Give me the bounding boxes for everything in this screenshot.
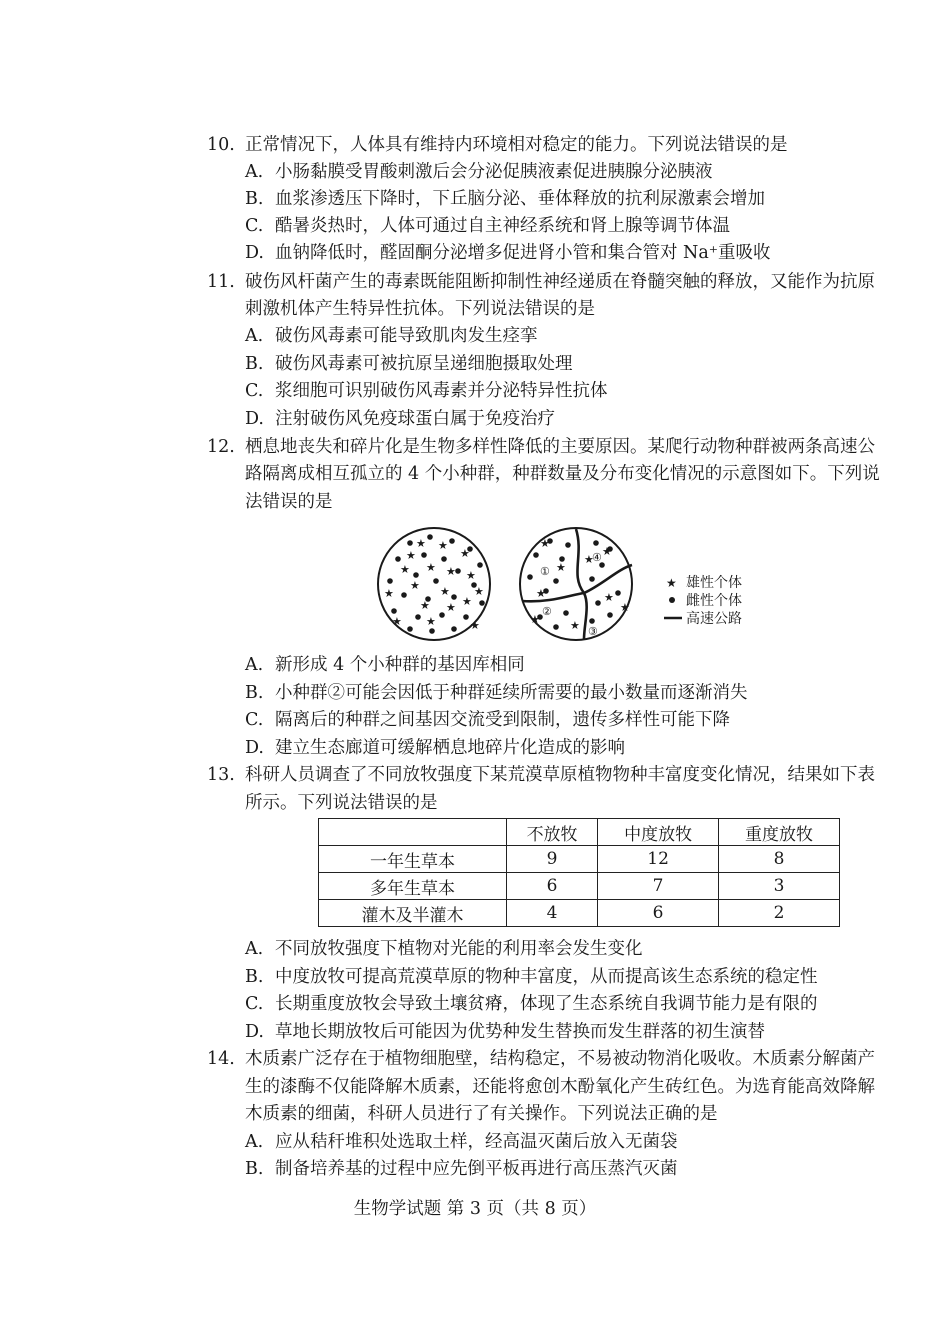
option-c: C. 隔离后的种群之间基因交流受到限制，遗传多样性可能下降 [245, 710, 730, 730]
option-a: A. 新形成 4 个小种群的基因库相同 [245, 655, 525, 675]
table-cell: 8 [719, 846, 840, 873]
option-a: A. 破伤风毒素可能导致肌肉发生痉挛 [245, 326, 538, 346]
table-cell: 7 [598, 873, 719, 900]
svg-text:★: ★ [446, 565, 456, 578]
question-number: 12. [207, 437, 235, 457]
table-cell: 6 [598, 900, 719, 927]
svg-text:★: ★ [474, 585, 484, 598]
svg-text:★: ★ [416, 537, 426, 550]
table-row [319, 900, 840, 927]
svg-text:★: ★ [426, 561, 436, 574]
svg-text:★: ★ [420, 599, 430, 612]
table-header: 中度放牧 [598, 819, 719, 846]
question-stem: 刺激机体产生特异性抗体。下列说法错误的是 [245, 299, 595, 319]
option-c: C. 长期重度放牧会导致土壤贫瘠，体现了生态系统自我调节能力是有限的 [245, 994, 818, 1014]
legend-dot-symbol [669, 597, 675, 603]
table-cell: 多年生草本 [319, 873, 507, 900]
svg-text:★: ★ [470, 619, 480, 632]
option-d: D. 草地长期放牧后可能因为优势种发生替换而发生群落的初生演替 [245, 1022, 765, 1042]
region-label-1: ① [540, 565, 550, 578]
table-header [319, 819, 507, 846]
table-cell: 2 [719, 900, 840, 927]
table-row [319, 873, 840, 900]
legend-road-label: 高速公路 [686, 611, 742, 627]
table-cell: 12 [598, 846, 719, 873]
svg-text:★: ★ [570, 619, 580, 632]
table-row [319, 846, 840, 873]
question-stem: 正常情况下，人体具有维持内环境相对稳定的能力。下列说法错误的是 [245, 135, 788, 155]
svg-text:★: ★ [540, 537, 550, 550]
question-number: 11. [207, 272, 235, 292]
option-a: A. 小肠黏膜受胃酸刺激后会分泌促胰液素促进胰腺分泌胰液 [245, 162, 713, 182]
table-cell: 一年生草本 [319, 846, 507, 873]
question-stem: 所示。下列说法错误的是 [245, 793, 438, 813]
figure-legend [664, 574, 742, 627]
option-d: D. 注射破伤风免疫球蛋白属于免疫治疗 [245, 409, 555, 429]
question-stem: 科研人员调查了不同放牧强度下某荒漠草原植物物种丰富度变化情况，结果如下表 [245, 765, 875, 785]
option-b: B. 破伤风毒素可被抗原呈递细胞摄取处理 [245, 354, 573, 374]
table-header-row [319, 819, 840, 846]
svg-text:★: ★ [530, 613, 540, 626]
legend-male-label: 雄性个体 [686, 575, 742, 591]
svg-text:★: ★ [584, 553, 594, 566]
svg-text:★: ★ [384, 587, 394, 600]
svg-text:★: ★ [440, 585, 450, 598]
svg-text:★: ★ [556, 561, 566, 574]
svg-text:★: ★ [392, 615, 402, 628]
table-cell: 3 [719, 873, 840, 900]
table-header: 重度放牧 [719, 819, 840, 846]
question-number: 14. [207, 1049, 235, 1069]
option-d: D. 建立生态廊道可缓解栖息地碎片化造成的影响 [245, 738, 625, 758]
question-number: 13. [207, 765, 235, 785]
option-c: C. 酷暑炎热时，人体可通过自主神经系统和肾上腺等调节体温 [245, 216, 730, 236]
original-population-individuals [384, 534, 485, 634]
svg-text:★: ★ [466, 569, 476, 582]
page-footer: 生物学试题 第 3 页（共 8 页） [353, 1199, 597, 1219]
region-label-3: ③ [588, 625, 598, 638]
legend-star-symbol: ★ [666, 576, 677, 590]
option-a: A. 不同放牧强度下植物对光能的利用率会发生变化 [245, 939, 643, 959]
option-c: C. 浆细胞可识别破伤风毒素并分泌特异性抗体 [245, 381, 608, 401]
svg-text:★: ★ [426, 615, 436, 628]
svg-text:★: ★ [400, 563, 410, 576]
option-b: B. 血浆渗透压下降时，下丘脑分泌、垂体释放的抗利尿激素会增加 [245, 189, 765, 209]
svg-text:★: ★ [536, 587, 546, 600]
svg-text:★: ★ [604, 591, 614, 604]
option-a: A. 应从秸秆堆积处选取土样，经高温灭菌后放入无菌袋 [245, 1132, 678, 1152]
question-stem: 木质素的细菌，科研人员进行了有关操作。下列说法正确的是 [245, 1104, 718, 1124]
question-stem: 破伤风杆菌产生的毒素既能阻断抑制性神经递质在脊髓突触的释放，又能作为抗原 [245, 272, 875, 292]
table-cell: 灌木及半灌木 [319, 900, 507, 927]
svg-text:★: ★ [446, 601, 456, 614]
svg-text:★: ★ [406, 549, 416, 562]
question-stem: 法错误的是 [245, 492, 333, 512]
option-b: B. 中度放牧可提高荒漠草原的物种丰富度，从而提高该生态系统的稳定性 [245, 967, 818, 987]
population-figure [370, 525, 770, 645]
svg-text:★: ★ [410, 579, 420, 592]
question-number: 10. [207, 135, 235, 155]
region-label-4: ④ [592, 551, 602, 564]
question-stem: 栖息地丧失和碎片化是生物多样性降低的主要原因。某爬行动物种群被两条高速公 [245, 437, 875, 457]
grazing-table [318, 818, 840, 927]
question-stem: 生的漆酶不仅能降解木质素，还能将愈创木酚氧化产生砖红色。为选育能高效降解 [245, 1077, 875, 1097]
table-cell: 9 [507, 846, 598, 873]
question-stem: 木质素广泛存在于植物细胞壁，结构稳定，不易被动物消化吸收。木质素分解菌产 [245, 1049, 875, 1069]
region-label-2: ② [542, 605, 552, 618]
table-cell: 4 [507, 900, 598, 927]
option-d: D. 血钠降低时，醛固酮分泌增多促进肾小管和集合管对 Na⁺重吸收 [245, 243, 771, 263]
table-header: 不放牧 [507, 819, 598, 846]
legend-female-label: 雌性个体 [686, 593, 742, 609]
option-b: B. 小种群②可能会因低于种群延续所需要的最小数量而逐渐消失 [245, 683, 748, 703]
svg-text:★: ★ [462, 595, 472, 608]
svg-text:★: ★ [438, 539, 448, 552]
svg-text:★: ★ [460, 547, 470, 560]
svg-text:★: ★ [602, 545, 612, 558]
question-stem: 路隔离成相互孤立的 4 个小种群，种群数量及分布变化情况的示意图如下。下列说 [245, 464, 880, 484]
table-cell: 6 [507, 873, 598, 900]
option-b: B. 制备培养基的过程中应先倒平板再进行高压蒸汽灭菌 [245, 1159, 678, 1179]
svg-text:★: ★ [620, 601, 630, 614]
